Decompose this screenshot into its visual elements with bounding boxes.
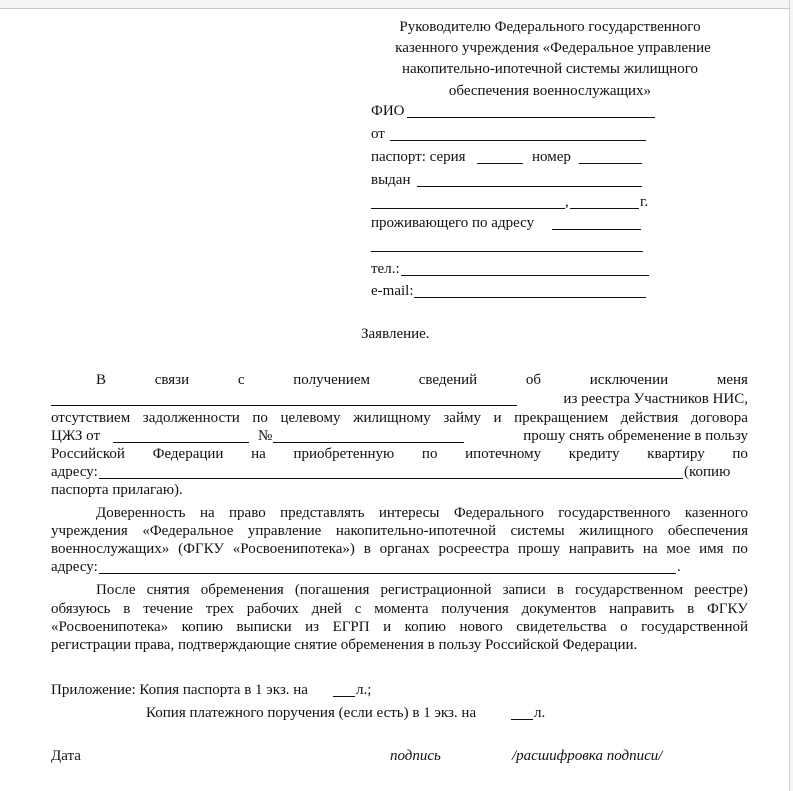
paragraph-1-line-2: из реестра Участников НИС,	[563, 391, 748, 407]
phone-field-line	[401, 275, 649, 276]
copy-attached-text: (копию	[684, 464, 731, 480]
paragraph-3-line-3: «Росвоенипотека» копию выписки из ЕГРП и копию нового свидетельства о государственной	[51, 619, 748, 635]
paragraph-1-line-4-tail: прошу снять обременение в пользу	[523, 428, 748, 444]
paragraph-1-line-3: отсутствием задолженности по целевому жилищному займу и прекращением действия договора	[51, 410, 748, 426]
attachment-line-1-tail: л.;	[356, 682, 372, 698]
issued-by-line	[371, 208, 565, 209]
signature-decoding-label: /расшифровка подписи/	[512, 748, 663, 764]
phone-label: тел.:	[371, 261, 400, 277]
paragraph-3-line-2: обязуюсь в течение трех рабочих дней с момента получения документов направить в ФГКУ	[51, 601, 748, 617]
paragraph-1-line-1: В связи с получением сведений об исключении меня	[96, 372, 748, 388]
paragraph-3-line-4: регистрации права, подтверждающие снятие обременения в пользу Российской Федерации.	[51, 637, 638, 653]
contract-number-label: №	[258, 428, 273, 444]
contract-from-label: ЦЖЗ от	[51, 428, 101, 444]
signature-label: подпись	[390, 748, 441, 764]
passport-pages-line	[333, 696, 355, 697]
issued-label: выдан	[371, 172, 411, 188]
issued-date-line	[570, 208, 639, 209]
addressee-line-2: казенного учреждения «Федеральное управление	[395, 40, 711, 56]
window-top-edge	[0, 0, 793, 9]
paragraph-2-line-1: Доверенность на право представлять интересы Федерального государственного казенного	[96, 505, 748, 521]
attachment-line-1: Приложение: Копия паспорта в 1 экз. на	[51, 682, 308, 698]
address-label: проживающего по адресу	[371, 215, 535, 231]
email-field-line	[414, 297, 646, 298]
from-label: от	[371, 126, 385, 142]
contract-date-line	[113, 442, 249, 443]
excluded-person-line	[51, 405, 517, 406]
date-label: Дата	[51, 748, 81, 764]
apartment-address-line	[99, 478, 683, 479]
from-field-line	[390, 140, 646, 141]
rosreestr-address-period: .	[677, 559, 681, 575]
rosreestr-address-label: адресу:	[51, 559, 98, 575]
paragraph-2-line-3: военнослужащих» (ФГКУ «Росвоенипотека») в органах росреестра прошу направить на мое имя по	[51, 541, 748, 557]
fio-label: ФИО	[371, 103, 405, 119]
contract-number-line	[273, 442, 464, 443]
passport-number-line	[579, 163, 642, 164]
address-field-line-2	[371, 251, 643, 252]
paragraph-1-line-5: Российской Федерации на приобретенную по ипотечному кредиту квартиру по	[51, 446, 748, 462]
paragraph-2-line-2: учреждения «Федеральное управление накопительно-ипотечной системы жилищного обеспечения	[51, 523, 748, 539]
paragraph-1-line-7: паспорта прилагаю).	[51, 482, 183, 498]
issued-comma: ,	[565, 194, 569, 210]
passport-series-label: паспорт: серия	[371, 149, 466, 165]
attachment-line-2-tail: л.	[534, 705, 546, 721]
issued-field-line	[417, 186, 642, 187]
year-suffix: г.	[640, 194, 649, 210]
attachment-line-2: Копия платежного поручения (если есть) в 1 экз. на	[146, 705, 477, 721]
addressee-line-4: обеспечения военнослужащих»	[448, 83, 652, 99]
document-title: Заявление.	[361, 326, 430, 342]
addressee-line-3: накопительно-ипотечной системы жилищного	[401, 61, 698, 77]
apartment-address-label: адресу:	[51, 464, 98, 480]
rosreestr-address-line	[99, 573, 676, 574]
address-field-line	[552, 229, 641, 230]
email-label: e-mail:	[371, 283, 414, 299]
passport-number-label: номер	[532, 149, 571, 165]
paragraph-3-line-1: После снятия обременения (погашения регистрационной записи в государственном реестре)	[96, 582, 748, 598]
passport-series-line	[477, 163, 523, 164]
addressee-line-1: Руководителю Федерального государственного	[399, 19, 701, 35]
window-right-edge	[789, 0, 793, 791]
fio-field-line	[407, 117, 655, 118]
payment-pages-line	[511, 719, 533, 720]
